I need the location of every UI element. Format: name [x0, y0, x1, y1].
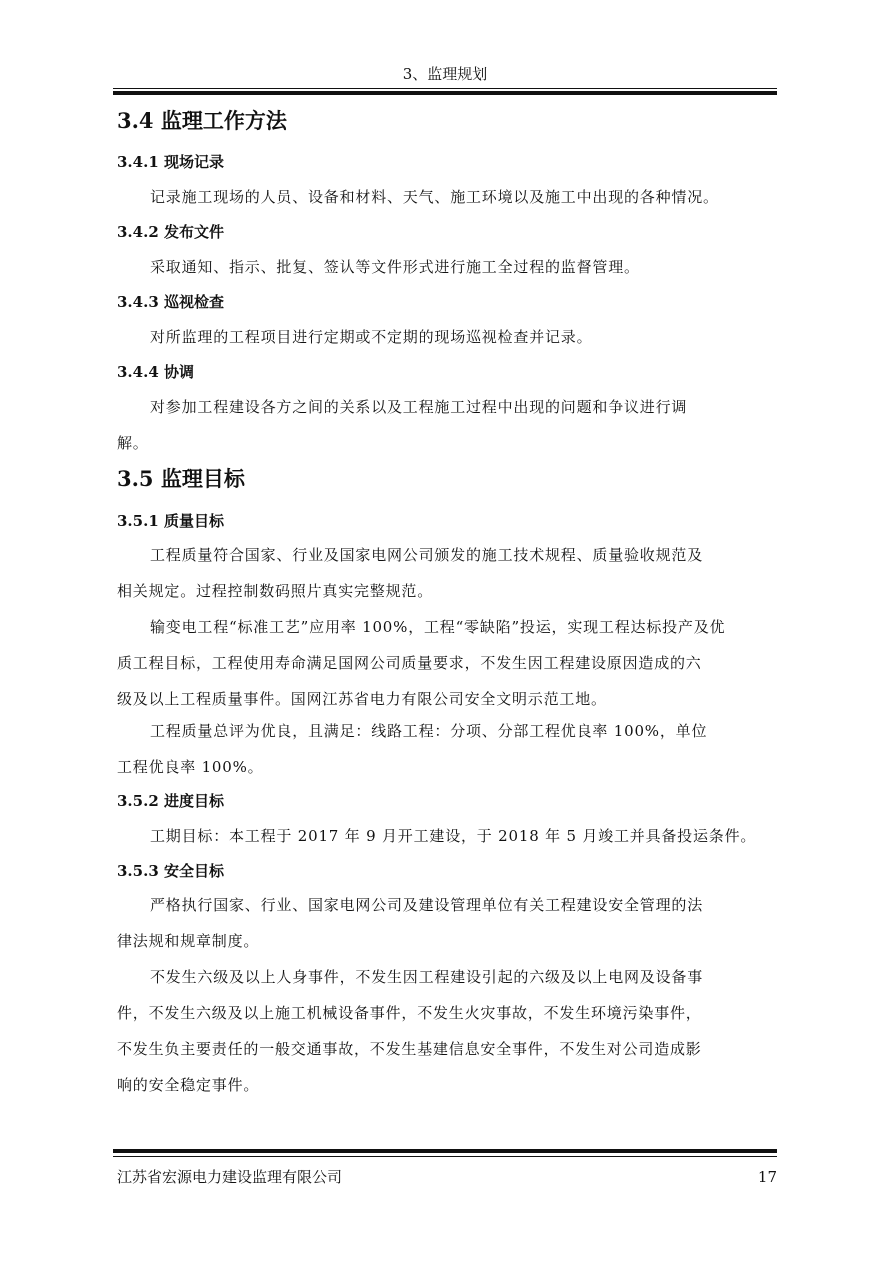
- paragraph-line: 对所监理的工程项目进行定期或不定期的现场巡视检查并记录。: [150, 328, 593, 346]
- paragraph-line: 不发生负主要责任的一般交通事故，不发生基建信息安全事件，不发生对公司造成影: [117, 1040, 702, 1058]
- subsection-heading-3-4-3: 3.4.3 巡视检查: [117, 293, 224, 311]
- paragraph-3-5-3-a: [117, 887, 781, 959]
- footer-rule-thick: [113, 1149, 777, 1153]
- paragraph-line: 响的安全稳定事件。: [117, 1076, 260, 1094]
- section-heading-3-4: 3.4 监理工作方法: [117, 108, 287, 133]
- subsection-heading-3-4-2: 3.4.2 发布文件: [117, 223, 224, 241]
- paragraph-3-5-2: [117, 818, 781, 854]
- subsection-heading-3-4-1: 3.4.1 现场记录: [117, 153, 224, 171]
- header-rule-thin: [113, 88, 777, 89]
- subsection-heading-3-5-1: 3.5.1 质量目标: [117, 512, 224, 530]
- paragraph-3-4-2: [117, 249, 781, 285]
- paragraph-line: 相关规定。过程控制数码照片真实完整规范。: [117, 582, 434, 600]
- subsection-heading-3-5-2: 3.5.2 进度目标: [117, 792, 224, 810]
- paragraph-line: 工期目标：本工程于 2017 年 9 月开工建设，于 2018 年 5 月竣工并具备投运条件。: [150, 827, 757, 845]
- paragraph-line: 对参加工程建设各方之间的关系以及工程施工过程中出现的问题和争议进行调: [150, 398, 688, 416]
- paragraph-3-4-4: [117, 389, 781, 461]
- paragraph-3-4-1: [117, 179, 781, 215]
- paragraph-3-5-3-b: [117, 959, 781, 1103]
- subsection-heading-3-4-4: 3.4.4 协调: [117, 363, 194, 381]
- footer-rule-thin: [113, 1156, 777, 1157]
- paragraph-3-4-3: [117, 319, 781, 355]
- paragraph-line: 严格执行国家、行业、国家电网公司及建设管理单位有关工程建设安全管理的法: [150, 896, 704, 914]
- paragraph-line: 质工程目标，工程使用寿命满足国网公司质量要求，不发生因工程建设原因造成的六: [117, 654, 702, 672]
- paragraph-line: 采取通知、指示、批复、签认等文件形式进行施工全过程的监督管理。: [150, 258, 640, 276]
- paragraph-line: 不发生六级及以上人身事件，不发生因工程建设引起的六级及以上电网及设备事: [150, 968, 704, 986]
- paragraph-line: 输变电工程“标准工艺”应用率 100%，工程“零缺陷”投运，实现工程达标投产及优: [150, 618, 726, 636]
- paragraph-line: 记录施工现场的人员、设备和材料、天气、施工环境以及施工中出现的各种情况。: [150, 188, 719, 206]
- paragraph-line: 工程质量总评为优良，且满足：线路工程：分项、分部工程优良率 100%，单位: [150, 722, 708, 740]
- section-heading-3-5: 3.5 监理目标: [117, 466, 245, 491]
- paragraph-3-5-1-c: [117, 713, 781, 785]
- paragraph-3-5-1-a: [117, 537, 781, 609]
- footer-company: 江苏省宏源电力建设监理有限公司: [117, 1168, 343, 1186]
- paragraph-3-5-1-b: [117, 609, 781, 717]
- paragraph-line: 解。: [117, 434, 149, 452]
- paragraph-line: 工程优良率 100%。: [117, 758, 264, 776]
- paragraph-line: 件，不发生六级及以上施工机械设备事件，不发生火灾事故，不发生环境污染事件，: [117, 1004, 702, 1022]
- page-number: 17: [757, 1168, 777, 1186]
- subsection-heading-3-5-3: 3.5.3 安全目标: [117, 862, 224, 880]
- running-header: 3、监理规划: [402, 65, 488, 83]
- paragraph-line: 级及以上工程质量事件。国网江苏省电力有限公司安全文明示范工地。: [117, 690, 607, 708]
- paragraph-line: 律法规和规章制度。: [117, 932, 260, 950]
- header-rule-thick: [113, 91, 777, 95]
- paragraph-line: 工程质量符合国家、行业及国家电网公司颁发的施工技术规程、质量验收规范及: [150, 546, 704, 564]
